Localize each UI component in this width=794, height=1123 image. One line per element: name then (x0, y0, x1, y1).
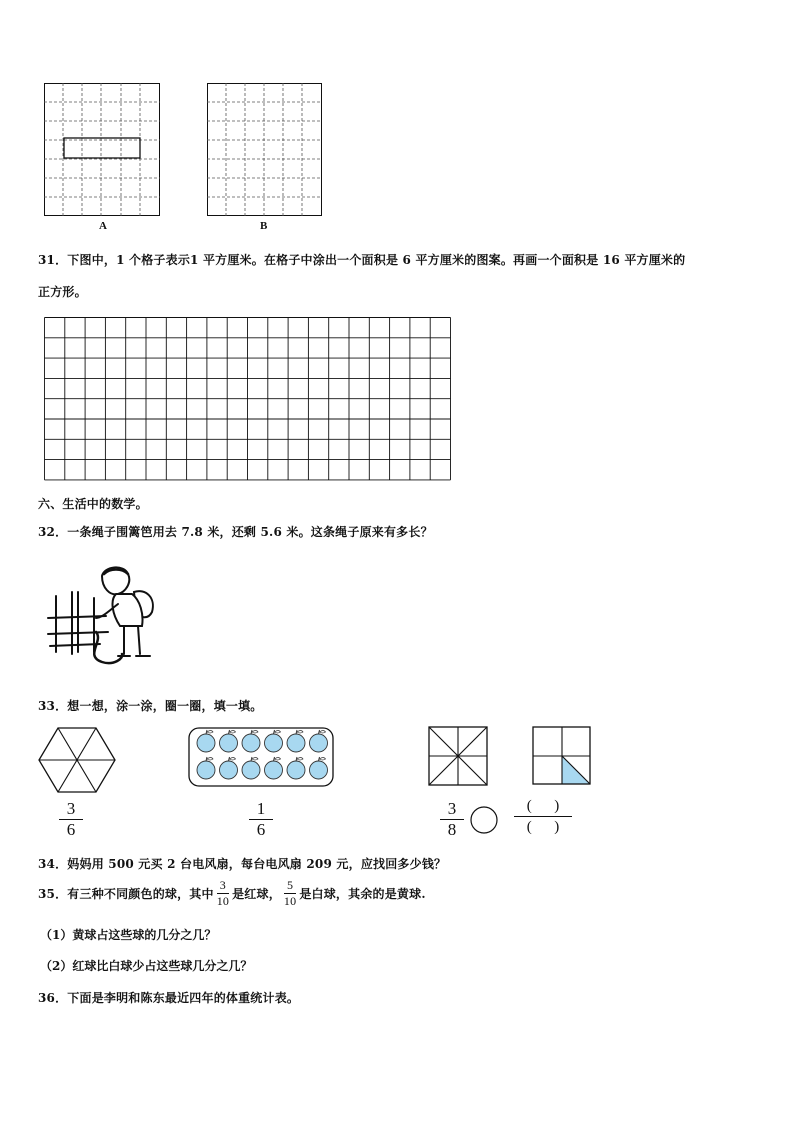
question-32: 32．一条绳子围篱笆用去 7.8 米，还剩 5.6 米。这条绳子原来有多长？ (38, 525, 433, 539)
fraction-numerator: 5 (287, 878, 294, 892)
question-36: 36．下面是李明和陈东最近四年的体重统计表。 (38, 991, 300, 1005)
question-31-line1: 31．下图中，1 个格子表示1 平方厘米。在格子中涂出一个面积是 6 平方厘米的图案。再画一个面积是 16 平方厘米的 (38, 253, 686, 267)
question-34: 34．妈妈用 500 元买 2 台电风扇，每台电风扇 209 元，应找回多少钱？ (38, 857, 447, 871)
section-6-heading: 六、生活中的数学。 (38, 497, 148, 511)
fraction-red (217, 879, 229, 908)
apple-icon[interactable] (197, 757, 215, 779)
blank-fraction[interactable] (514, 797, 572, 836)
hexagon-divided-6[interactable] (38, 726, 118, 796)
fraction-apples (249, 800, 273, 839)
grid-a (44, 83, 164, 218)
apple-icon[interactable] (242, 730, 260, 752)
grid-b-label: B (260, 220, 268, 232)
fraction-denominator: 10 (216, 894, 230, 908)
fraction-denominator: 6 (256, 820, 266, 839)
question-35-sub1: （1）黄球占这些球的几分之几？ (40, 928, 217, 942)
apple-icon[interactable] (310, 757, 328, 779)
apple-icon[interactable] (220, 730, 238, 752)
question-35-mid: 是红球， (232, 887, 281, 901)
square-divided-8[interactable] (428, 726, 490, 788)
question-35-post: 是白球，其余的是黄球. (299, 887, 426, 901)
blank-denominator[interactable]: ( ) (526, 819, 560, 835)
apples-box[interactable] (188, 727, 338, 789)
apple-icon[interactable] (265, 730, 283, 752)
fraction-denominator: 6 (66, 820, 76, 839)
fraction-denominator: 8 (447, 820, 457, 839)
apple-icon[interactable] (265, 757, 283, 779)
question-35-pre: 35．有三种不同颜色的球，其中 (38, 887, 214, 901)
fraction-numerator: 3 (219, 878, 226, 892)
fraction-square (440, 800, 464, 839)
question-33: 33．想一想，涂一涂，圈一圈，填一填。 (38, 699, 263, 713)
apple-icon[interactable] (287, 730, 305, 752)
compare-circle[interactable] (469, 805, 501, 837)
apple-icon[interactable] (242, 757, 260, 779)
apple-icon[interactable] (220, 757, 238, 779)
grid-a-rectangle (64, 138, 140, 158)
blank-numerator[interactable]: ( ) (526, 798, 560, 814)
boy-fence-illustration (44, 566, 164, 666)
apple-icon[interactable] (287, 757, 305, 779)
fraction-denominator: 10 (283, 894, 297, 908)
fraction-hexagon (59, 800, 83, 839)
grid-b (207, 83, 327, 218)
fraction-numerator: 1 (256, 799, 266, 818)
question-31-line2: 正方形。 (38, 285, 87, 299)
fraction-numerator: 3 (447, 799, 457, 818)
apple-icon[interactable] (310, 730, 328, 752)
question-35 (38, 879, 426, 908)
drawing-grid[interactable] (44, 317, 454, 483)
apple-icon[interactable] (197, 730, 215, 752)
square-shaded-part (532, 726, 594, 788)
question-35-sub2: （2）红球比白球少占这些球几分之几？ (40, 959, 253, 973)
grid-a-label: A (99, 220, 107, 232)
fraction-numerator: 3 (66, 799, 76, 818)
fraction-white (284, 879, 296, 908)
